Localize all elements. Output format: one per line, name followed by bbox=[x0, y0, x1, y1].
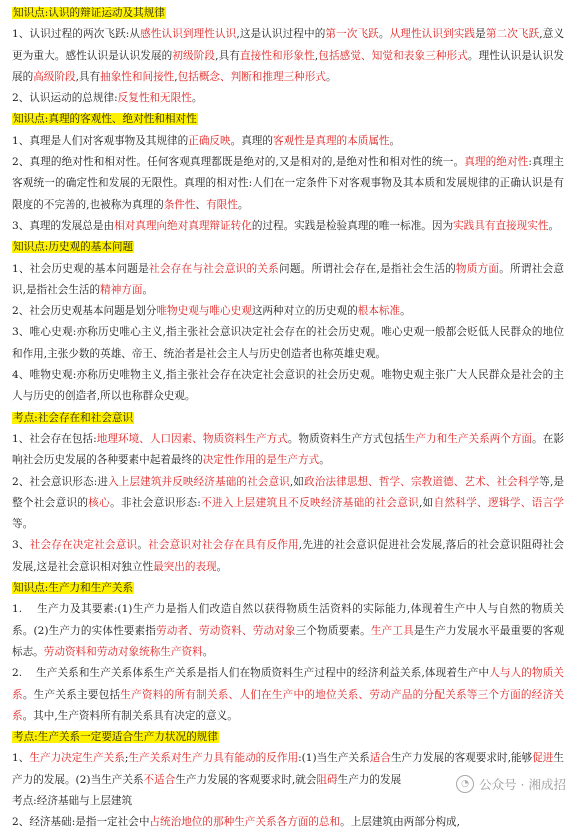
section-heading: 知识点:认识的辩证运动及其规律 bbox=[13, 7, 165, 19]
paragraph: 3、唯心史观:亦称历史唯心主义,指主张社会意识决定社会存在的社会历史观。唯心史观一般都会贬低人民群众的地位和作用,主张少数的英雄、帝王、统治者是社会主人与历史创造者也称英雄史观。 bbox=[12, 326, 564, 360]
watermark-text: 公众号 · 湘成招 bbox=[479, 777, 566, 792]
paragraph: 2. 生产关系和生产关系体系生产关系是指人们在物质资料生产过程中的经济利益关系,体现着生产中人与人的物质关系。生产关系主要包括生产资料的所有制关系、人们在生产中的地位关系、劳动产品的分配关系等三个方面的经济关系。其中,生产资料所有制关系具有决定的意义。 bbox=[12, 667, 565, 722]
paragraph: 2、真理的绝对性和相对性。任何客观真理都既是绝对的,又是相对的,是绝对性和相对性的统一。真理的绝对性:真理主客观统一的确定性和发展的无限性。真理的相对性:人们在一定条件下对客观事物及其本质和发展规律的正确认识是有限度的不完善的,也被称为真理的条件性、有限性。 bbox=[12, 156, 564, 211]
paragraph: 1、生产力决定生产关系;生产关系对生产力具有能动的反作用:(1)当生产关系适合生产力发展的客观要求时,能够促进生产力的发展。(2)当生产关系不适合生产力发展的客观要求时,就会阻碍生产力的发展 bbox=[12, 752, 565, 786]
paragraph: 4、唯物史观:亦称历史唯物主义,指主张社会存在决定社会意识的社会历史观。唯物史观主张广大人民群众是社会的主人与历史的创造者,所以也称群众史观。 bbox=[12, 369, 564, 403]
section-heading: 考点:生产关系一定要适合生产力状况的规律 bbox=[13, 731, 218, 744]
wechat-icon: ◔ bbox=[456, 775, 474, 793]
paragraph: 2、社会意识形态:进入上层建筑并反映经济基础的社会意识,如政治法律思想、哲学、宗教道德、艺术、社会科学等,是整个社会意识的核心。非社会意识形态:不进入上层建筑且不反映经济基础的社会意识,如自然科学、逻辑学、语言学等。 bbox=[12, 475, 565, 531]
paragraph: 1. 生产力及其要素:(1)生产力是指人们改造自然以获得物质生活资料的实际能力,体现着生产中人与自然的物质关系。(2)生产力的实体性要素指劳动者、劳动资料、劳动对象三个物质要素。生产工具是生产力发展水平最重要的客观标志。劳动资料和劳动对象统称生产资料。 bbox=[12, 603, 565, 658]
watermark bbox=[456, 775, 566, 793]
paragraph: 3、真理的发展总是由相对真理向绝对真理辩证转化的过程。实践是检验真理的唯一标准。因为实践具有直接现实性。 bbox=[12, 219, 560, 232]
paragraph: 1、认识过程的两次飞跃:从感性认识到理性认识,这是认识过程中的第一次飞跃。从理性认识到实践是第二次飞跃,意义更为重大。感性认识是认识发展的初级阶段,具有直接性和形象性,包括感觉、知觉和表象三种形式。理性认识是认识发展的高级阶段,具有抽象性和间接性,包括概念、判断和推理三种形式。 bbox=[12, 28, 565, 83]
paragraph: 1、社会存在包括:地理环境、人口因素、物质资料生产方式。物质资料生产方式包括生产力和生产关系两个方面。在影响社会历史发展的各种要素中起着最终的决定性作用的是生产方式。 bbox=[12, 432, 565, 467]
paragraph: 1、社会历史观的基本问题是社会存在与社会意识的关系问题。所谓社会存在,是指社会生活的物质方面。所谓社会意识,是指社会生活的精神方面。 bbox=[12, 262, 565, 296]
section-heading: 知识点:生产力和生产关系 bbox=[13, 582, 134, 595]
section-heading: 考点:经济基础与上层建筑 bbox=[12, 794, 133, 807]
paragraph: 2、经济基础:是指一定社会中占统治地位的那种生产关系各方面的总和。上层建筑由两部分构成, bbox=[12, 816, 461, 829]
section-heading: 知识点:真理的客观性、绝对性和相对性 bbox=[13, 113, 197, 126]
section-heading: 知识点:历史观的基本问题 bbox=[13, 241, 134, 254]
paragraph: 3、社会存在决定社会意识。社会意识对社会存在具有反作用,先进的社会意识促进社会发展,落后的社会意识阻碍社会发展,这是社会意识相对独立性最突出的表现。 bbox=[12, 539, 565, 573]
paragraph: 2、认识运动的总规律:反复性和无限性。 bbox=[12, 92, 203, 105]
paragraph: 2、社会历史观基本问题是划分唯物史观与唯心史观这两种对立的历史观的根本标准。 bbox=[12, 305, 411, 318]
section-heading: 考点:社会存在和社会意识 bbox=[13, 411, 134, 424]
paragraph: 1、真理是人们对客观事物及其规律的正确反映。真理的客观性是真理的本质属性。 bbox=[12, 134, 401, 147]
